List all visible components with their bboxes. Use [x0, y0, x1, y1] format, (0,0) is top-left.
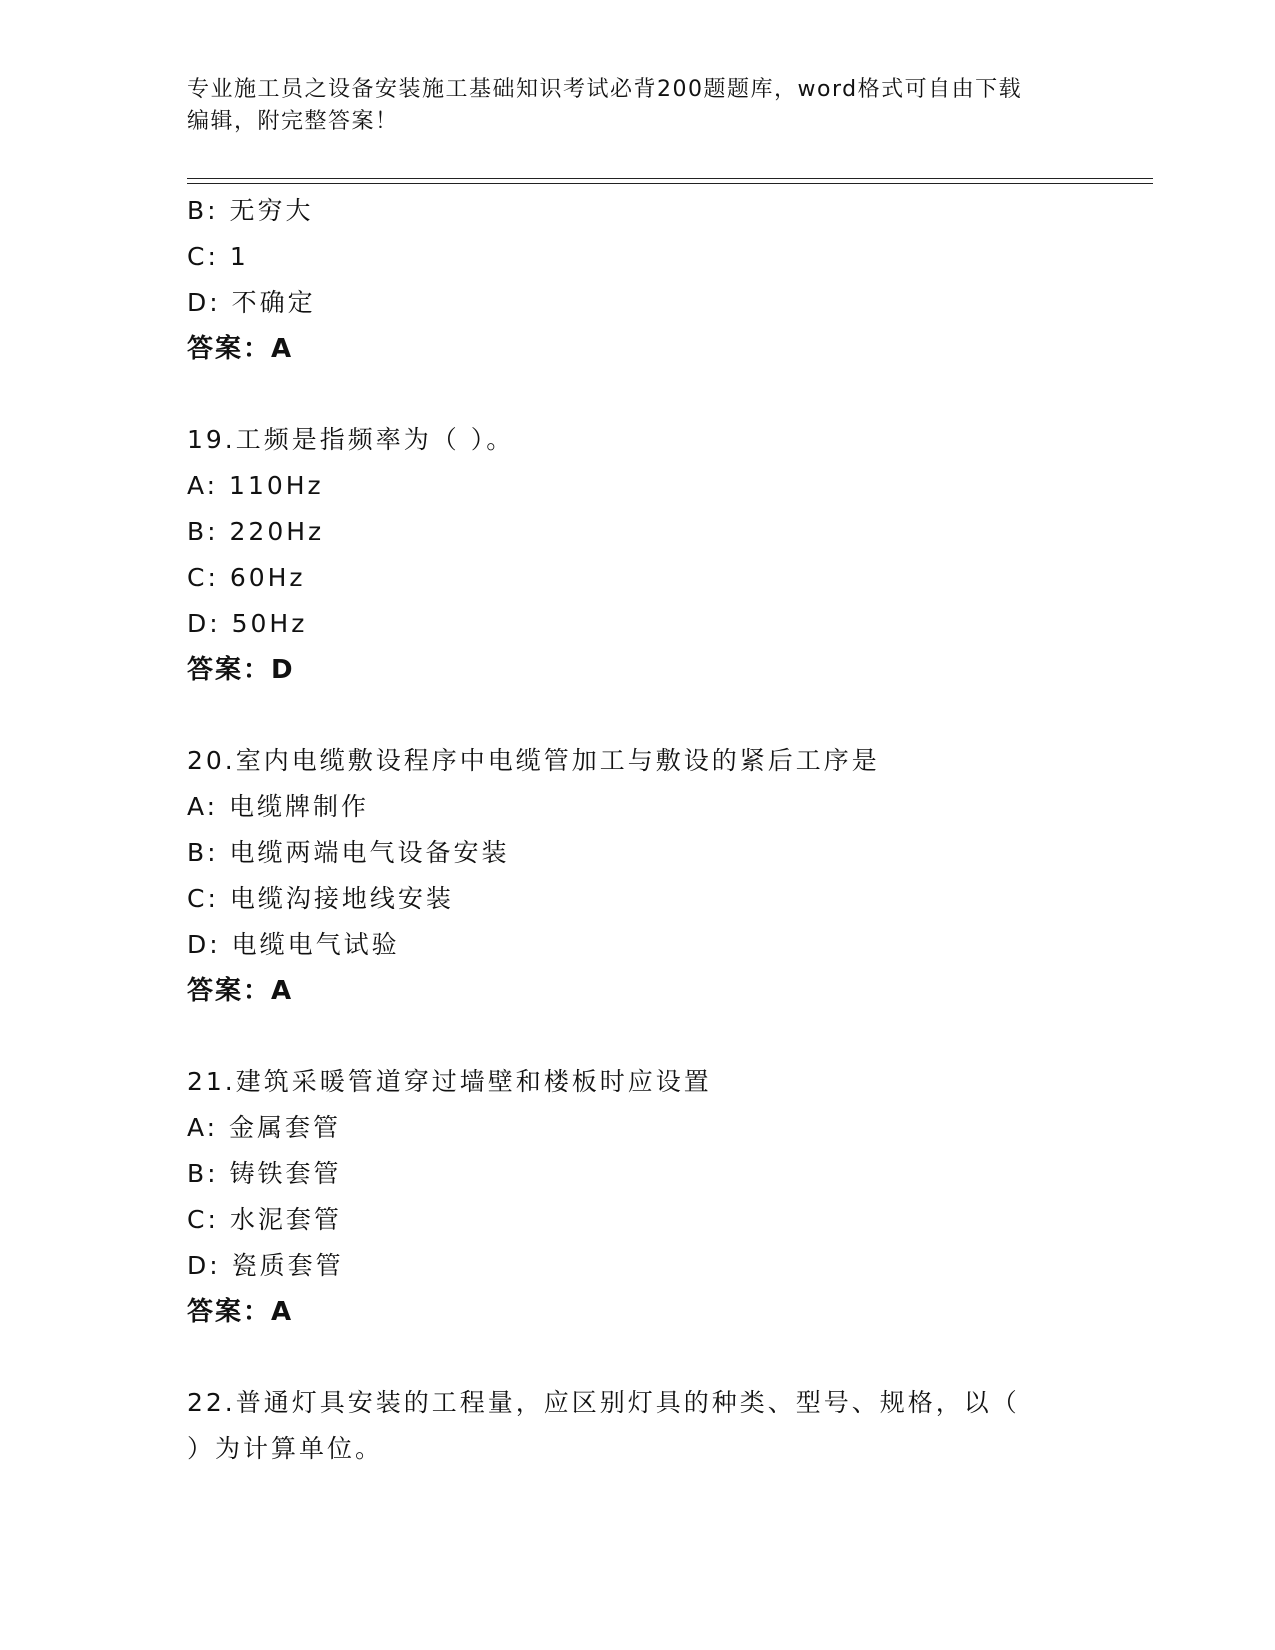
option-b: B: 220Hz	[187, 517, 325, 546]
option-d: D: 电缆电气试验	[187, 930, 400, 959]
option-d: D: 瓷质套管	[187, 1251, 344, 1280]
question-block-21	[187, 1059, 1153, 1335]
question-block-19	[187, 417, 1153, 693]
option-c: C: 60Hz	[187, 563, 306, 592]
option-d: D: 50Hz	[187, 609, 308, 638]
header-divider-bottom	[187, 183, 1153, 184]
question-text-line1: 22.普通灯具安装的工程量，应区别灯具的种类、型号、规格，以（	[187, 1388, 1020, 1417]
question-block-22	[187, 1380, 1153, 1472]
answer-label: 答案：A	[187, 1297, 294, 1327]
question-block-18	[187, 188, 1153, 372]
option-d: D: 不确定	[187, 288, 316, 317]
option-c: C: 水泥套管	[187, 1205, 342, 1234]
option-a: A: 110Hz	[187, 471, 324, 500]
header-divider-top	[187, 178, 1153, 179]
answer-label: 答案：D	[187, 655, 295, 685]
question-text: 20.室内电缆敷设程序中电缆管加工与敷设的紧后工序是	[187, 746, 880, 775]
answer-label: 答案：A	[187, 334, 294, 364]
option-a: A: 金属套管	[187, 1113, 342, 1142]
question-list	[187, 188, 1153, 1472]
question-text: 21.建筑采暖管道穿过墙壁和楼板时应设置	[187, 1067, 712, 1096]
question-block-20	[187, 738, 1153, 1014]
document-header	[187, 74, 1087, 138]
option-b: B: 无穷大	[187, 196, 314, 225]
option-b: B: 铸铁套管	[187, 1159, 342, 1188]
answer-label: 答案：A	[187, 976, 294, 1006]
option-b: B: 电缆两端电气设备安装	[187, 838, 510, 867]
question-text: 19.工频是指频率为（ ）。	[187, 425, 515, 454]
header-title-line2: 编辑，附完整答案！	[187, 109, 399, 134]
option-c: C: 电缆沟接地线安装	[187, 884, 454, 913]
question-text-line2: ）为计算单位。	[187, 1434, 384, 1463]
header-title-line1: 专业施工员之设备安装施工基础知识考试必背200题题库，word格式可自由下载	[187, 77, 1023, 102]
option-c: C: 1	[187, 242, 249, 271]
option-a: A: 电缆牌制作	[187, 792, 370, 821]
